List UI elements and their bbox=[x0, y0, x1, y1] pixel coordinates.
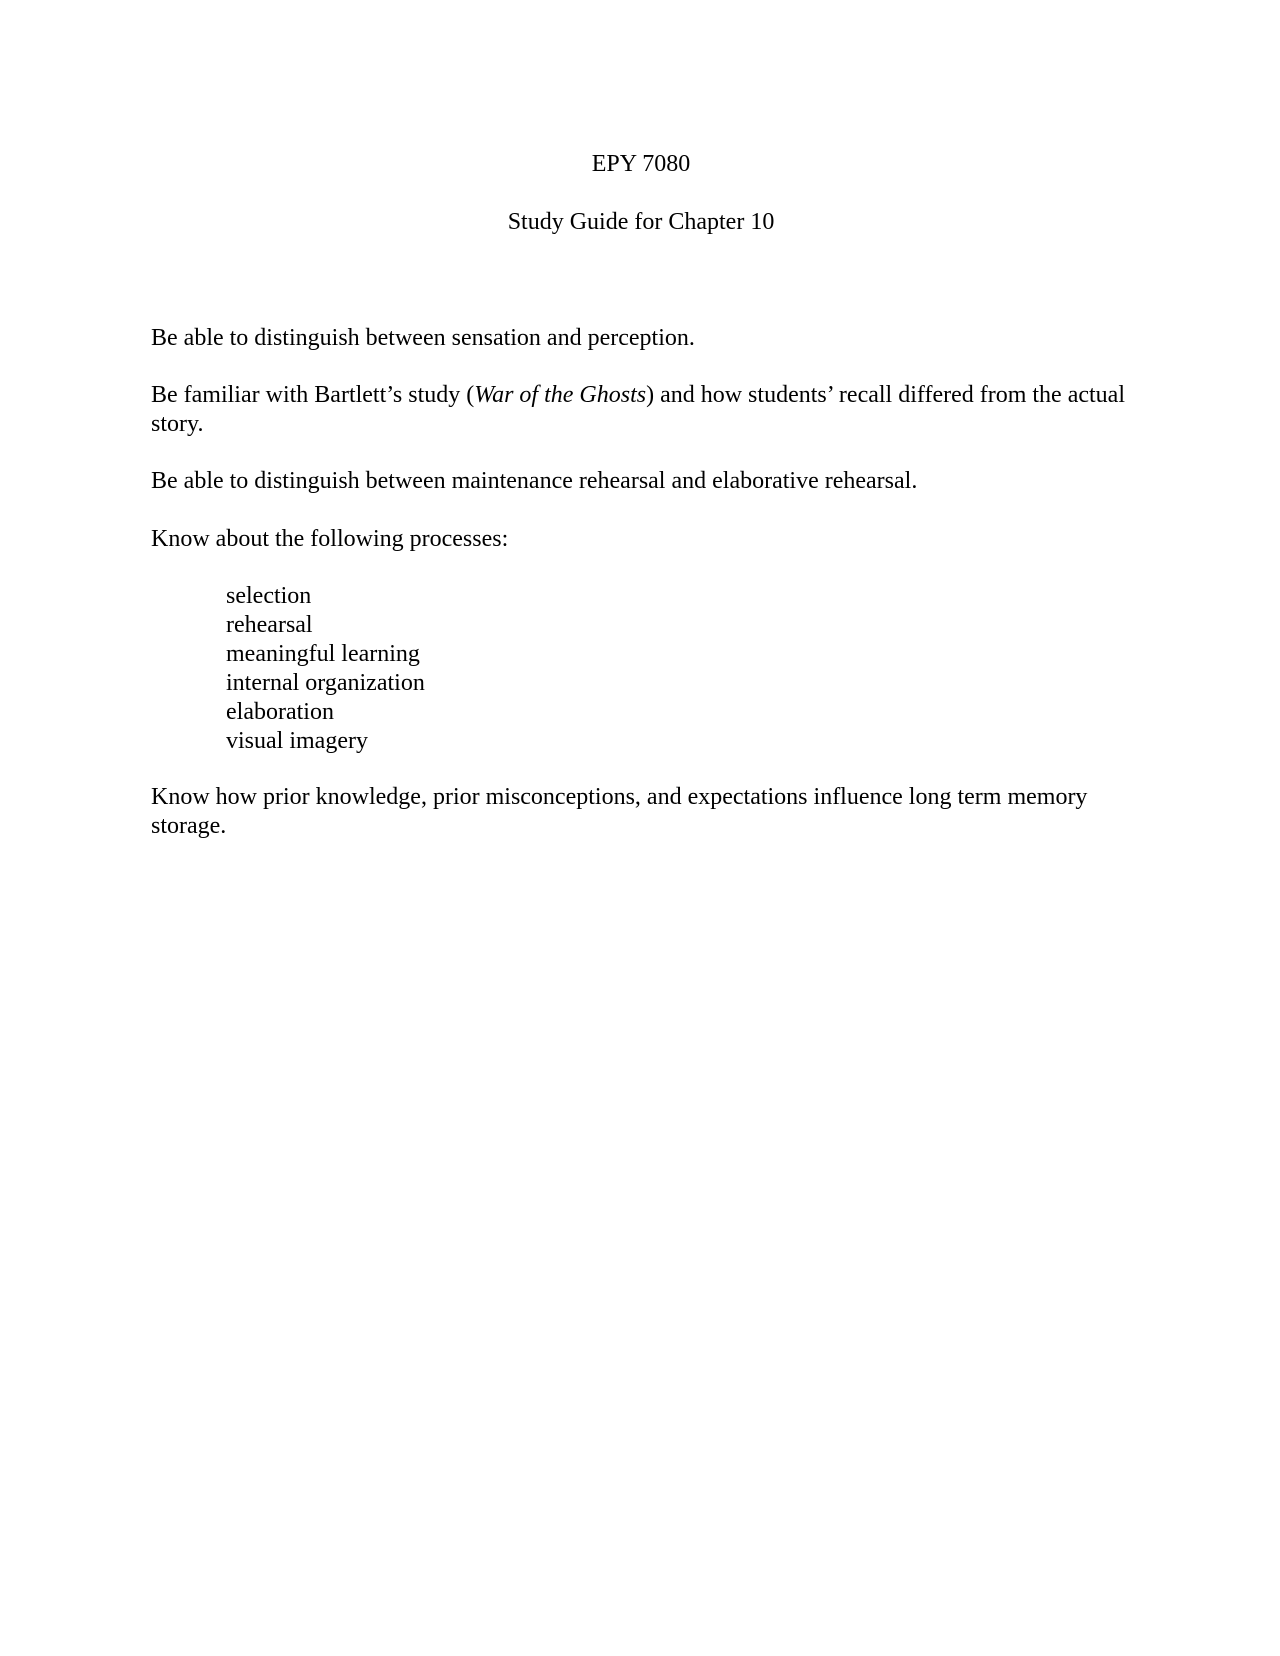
list-item: internal organization bbox=[226, 670, 425, 696]
course-code: EPY 7080 bbox=[591, 151, 691, 177]
paragraph-processes-intro: Know about the following processes: bbox=[151, 526, 509, 552]
paragraph-bartlett-study bbox=[151, 381, 1131, 439]
process-list bbox=[226, 582, 425, 756]
document-title: Study Guide for Chapter 10 bbox=[507, 209, 775, 235]
paragraph-rehearsal-types: Be able to distinguish between maintenance rehearsal and elaborative rehearsal. bbox=[151, 468, 918, 494]
paragraph-bartlett-text-start: Be familiar with Bartlett’s study ( bbox=[151, 382, 475, 408]
list-item: visual imagery bbox=[226, 728, 368, 754]
paragraph-bartlett-text-end: ) and how students’ recall differed from the actual story. bbox=[151, 382, 1125, 437]
list-item: selection bbox=[226, 583, 312, 609]
list-item: rehearsal bbox=[226, 612, 313, 638]
list-item: meaningful learning bbox=[226, 641, 420, 667]
list-item: elaboration bbox=[226, 699, 334, 725]
paragraph-prior-knowledge: Know how prior knowledge, prior misconceptions, and expectations influence long term memory storage. bbox=[151, 784, 1088, 839]
study-title-italic: War of the Ghosts bbox=[474, 382, 647, 408]
paragraph-sensation-perception: Be able to distinguish between sensation and perception. bbox=[151, 325, 695, 351]
